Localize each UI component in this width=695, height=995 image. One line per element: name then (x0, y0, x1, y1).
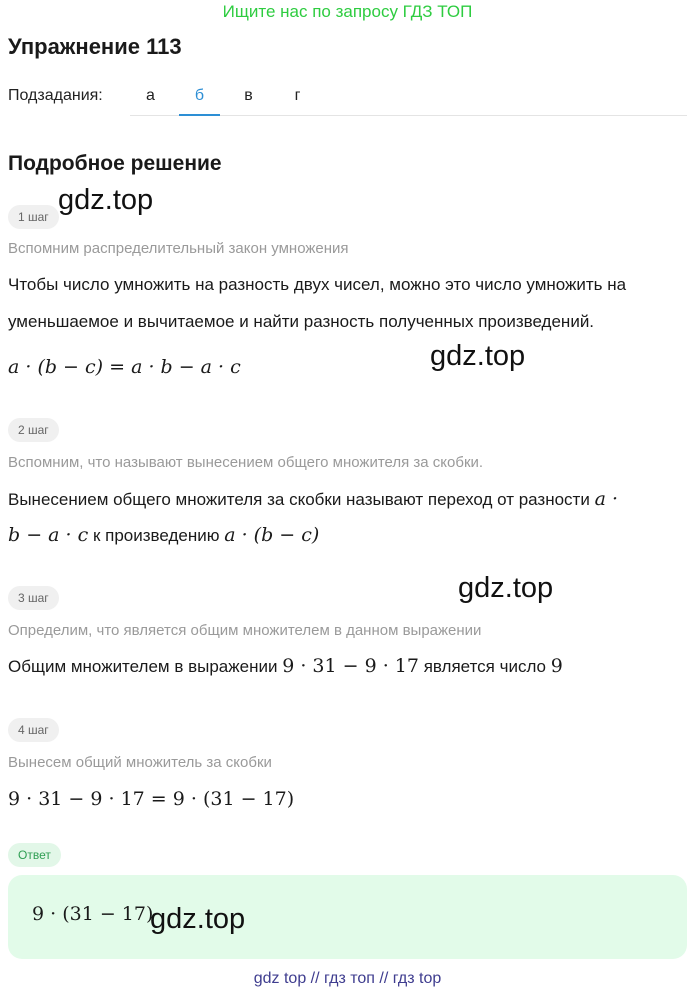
step-4-pill: 4 шаг (8, 718, 59, 742)
footer-link-gdz-top-mixed[interactable]: гдз top (392, 970, 442, 987)
footer-link-gdz-top-ru[interactable]: гдз топ (324, 970, 375, 987)
footer-separator: // (310, 970, 320, 987)
step-3-pill: 3 шаг (8, 586, 59, 610)
step-1-pill: 1 шаг (8, 205, 59, 229)
step-1-text-line-2: уменьшаемое и вычитаемое и найти разность полученных произведений. (8, 312, 595, 331)
watermark: gdz.top (458, 572, 554, 604)
step-4-hint: Вынесем общий множитель за скобки (8, 754, 272, 771)
step-2-math-3: a · (b − c) (224, 524, 320, 546)
footer-links (0, 970, 695, 988)
step-3-text (8, 649, 563, 684)
step-2-pill: 2 шаг (8, 418, 59, 442)
step-2-math-1: a · (594, 488, 618, 510)
step-1-hint: Вспомним распределительный закон умножения (8, 240, 349, 257)
answer-pill: Ответ (8, 843, 61, 867)
tab-g[interactable]: г (294, 87, 301, 104)
step-3-math-2: 9 (550, 655, 563, 677)
step-2-text-1: Вынесением общего множителя за скобки называют переход от разности (8, 490, 590, 509)
subtasks-bar (8, 80, 687, 116)
page-title: Упражнение 113 (8, 34, 182, 59)
step-2-text-line-1 (8, 482, 618, 517)
step-2-math-2: b − a · c (8, 524, 89, 546)
watermark: gdz.top (150, 903, 246, 935)
answer-formula: 9 · (31 − 17) (32, 903, 154, 925)
step-2-text-2: к произведению (92, 526, 220, 545)
tab-v[interactable]: в (244, 87, 253, 104)
answer-box (8, 875, 687, 959)
watermark: gdz.top (430, 340, 526, 372)
step-4-formula: 9 · 31 − 9 · 17 = 9 · (31 − 17) (8, 788, 295, 810)
tab-a[interactable]: а (146, 87, 155, 104)
footer-link-gdz-top[interactable]: gdz top (253, 970, 307, 987)
tab-b[interactable]: б (179, 80, 220, 116)
step-3-text-2: является число (423, 657, 547, 676)
step-3-math-1: 9 · 31 − 9 · 17 (282, 655, 419, 677)
watermark: gdz.top (58, 184, 154, 216)
step-1-text-line-1: Чтобы число умножить на разность двух чисел, можно это число умножить на (8, 275, 627, 294)
step-2-text-line-2 (8, 518, 319, 553)
section-title: Подробное решение (8, 152, 222, 175)
search-banner: Ищите нас по запросу ГДЗ ТОП (222, 2, 473, 21)
step-3-text-1: Общим множителем в выражении (8, 657, 278, 676)
subtasks-label: Подзадания: (8, 87, 103, 104)
step-2-hint: Вспомним, что называют вынесением общего множителя за скобки. (8, 454, 484, 471)
step-1-formula: a · (b − c) = a · b − a · c (8, 356, 241, 378)
step-3-hint: Определим, что является общим множителем в данном выражении (8, 622, 482, 639)
footer-separator: // (379, 970, 389, 987)
